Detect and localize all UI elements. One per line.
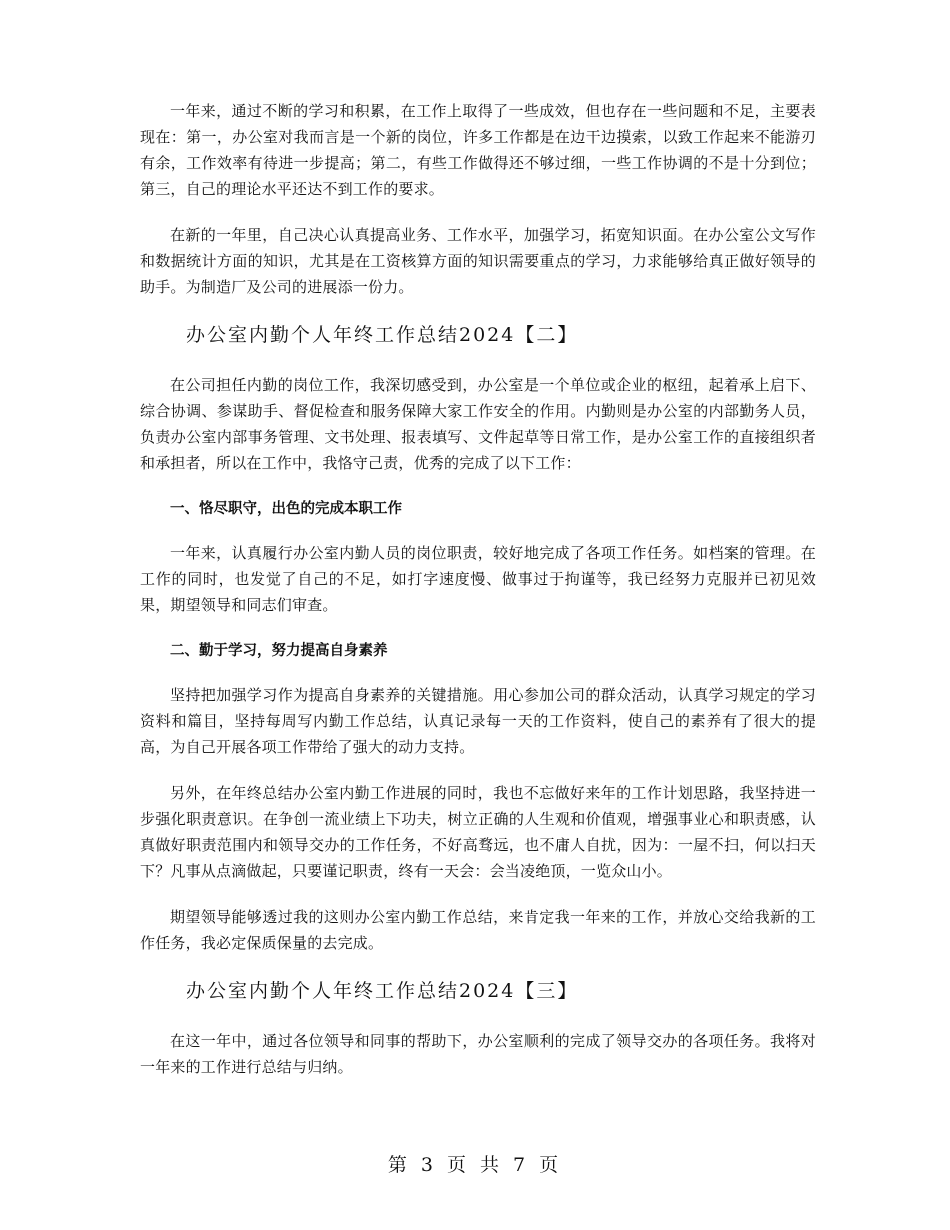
paragraph: 期望领导能够透过我的这则办公室内勤工作总结，来肯定我一年来的工作，并放心交给我新的工作任务，我必定保质保量的去完成。 [140, 908, 816, 952]
paragraph: 在这一年中，通过各位领导和同事的帮助下，办公室顺利的完成了领导交办的各项任务。我将对一年来的工作进行总结与归纳。 [140, 1032, 816, 1076]
sub-heading-1: 一、恪尽职守，出色的完成本职工作 [170, 501, 402, 517]
paragraph: 另外，在年终总结办公室内勤工作进展的同时，我也不忘做好来年的工作计划思路，我坚持进一步强化职责意识。在争创一流业绩上下功夫，树立正确的人生观和价值观，增强事业心和职责感，认真做好职责范围内和领导交办的工作任务，不好高骛远，也不庸人自扰，因为：一屋不扫，何以扫天下？凡事从点滴做起，只要谨记职责，终有一天会：会当凌绝顶，一览众山小。 [140, 784, 816, 880]
paragraph: 坚持把加强学习作为提高自身素养的关键措施。用心参加公司的群众活动，认真学习规定的学习资料和篇目，坚持每周写内勤工作总结，认真记录每一天的工作资料，使自己的素养有了很大的提高，为自己开展各项工作带给了强大的动力支持。 [140, 686, 816, 756]
sub-heading-2: 二、勤于学习，努力提高自身素养 [170, 643, 388, 659]
paragraph: 一年来，认真履行办公室内勤人员的岗位职责，较好地完成了各项工作任务。如档案的管理。在工作的同时，也发觉了自己的不足，如打字速度慢、做事过于拘谨等，我已经努力克服并已初见效果，期望领导和同志们审查。 [140, 544, 816, 614]
paragraph: 在公司担任内勤的岗位工作，我深切感受到，办公室是一个单位或企业的枢纽，起着承上启下、综合协调、参谋助手、督促检查和服务保障大家工作安全的作用。内勤则是办公室的内部勤务人员，负责办公室内部事务管理、文书处理、报表填写、文件起草等日常工作，是办公室工作的直接组织者和承担者，所以在工作中，我恪守己责，优秀的完成了以下工作： [140, 376, 816, 472]
page-number-footer: 第 3 页 共 7 页 [387, 1154, 563, 1176]
document-body [140, 98, 816, 1100]
paragraph: 在新的一年里，自己决心认真提高业务、工作水平，加强学习，拓宽知识面。在办公室公文写作和数据统计方面的知识，尤其是在工资核算方面的知识需要重点的学习，力求能够给真正做好领导的助手。为制造厂及公司的进展添一份力。 [140, 226, 816, 296]
section-title-3: 办公室内勤个人年终工作总结2024【三】 [186, 980, 579, 1002]
section-title-2: 办公室内勤个人年终工作总结2024【二】 [186, 324, 579, 346]
paragraph: 一年来，通过不断的学习和积累，在工作上取得了一些成效，但也存在一些问题和不足，主要表现在：第一，办公室对我而言是一个新的岗位，许多工作都是在边干边摸索，以致工作起来不能游刃有余，工作效率有待进一步提高；第二，有些工作做得还不够过细，一些工作协调的不是十分到位；第三，自己的理论水平还达不到工作的要求。 [140, 102, 816, 198]
